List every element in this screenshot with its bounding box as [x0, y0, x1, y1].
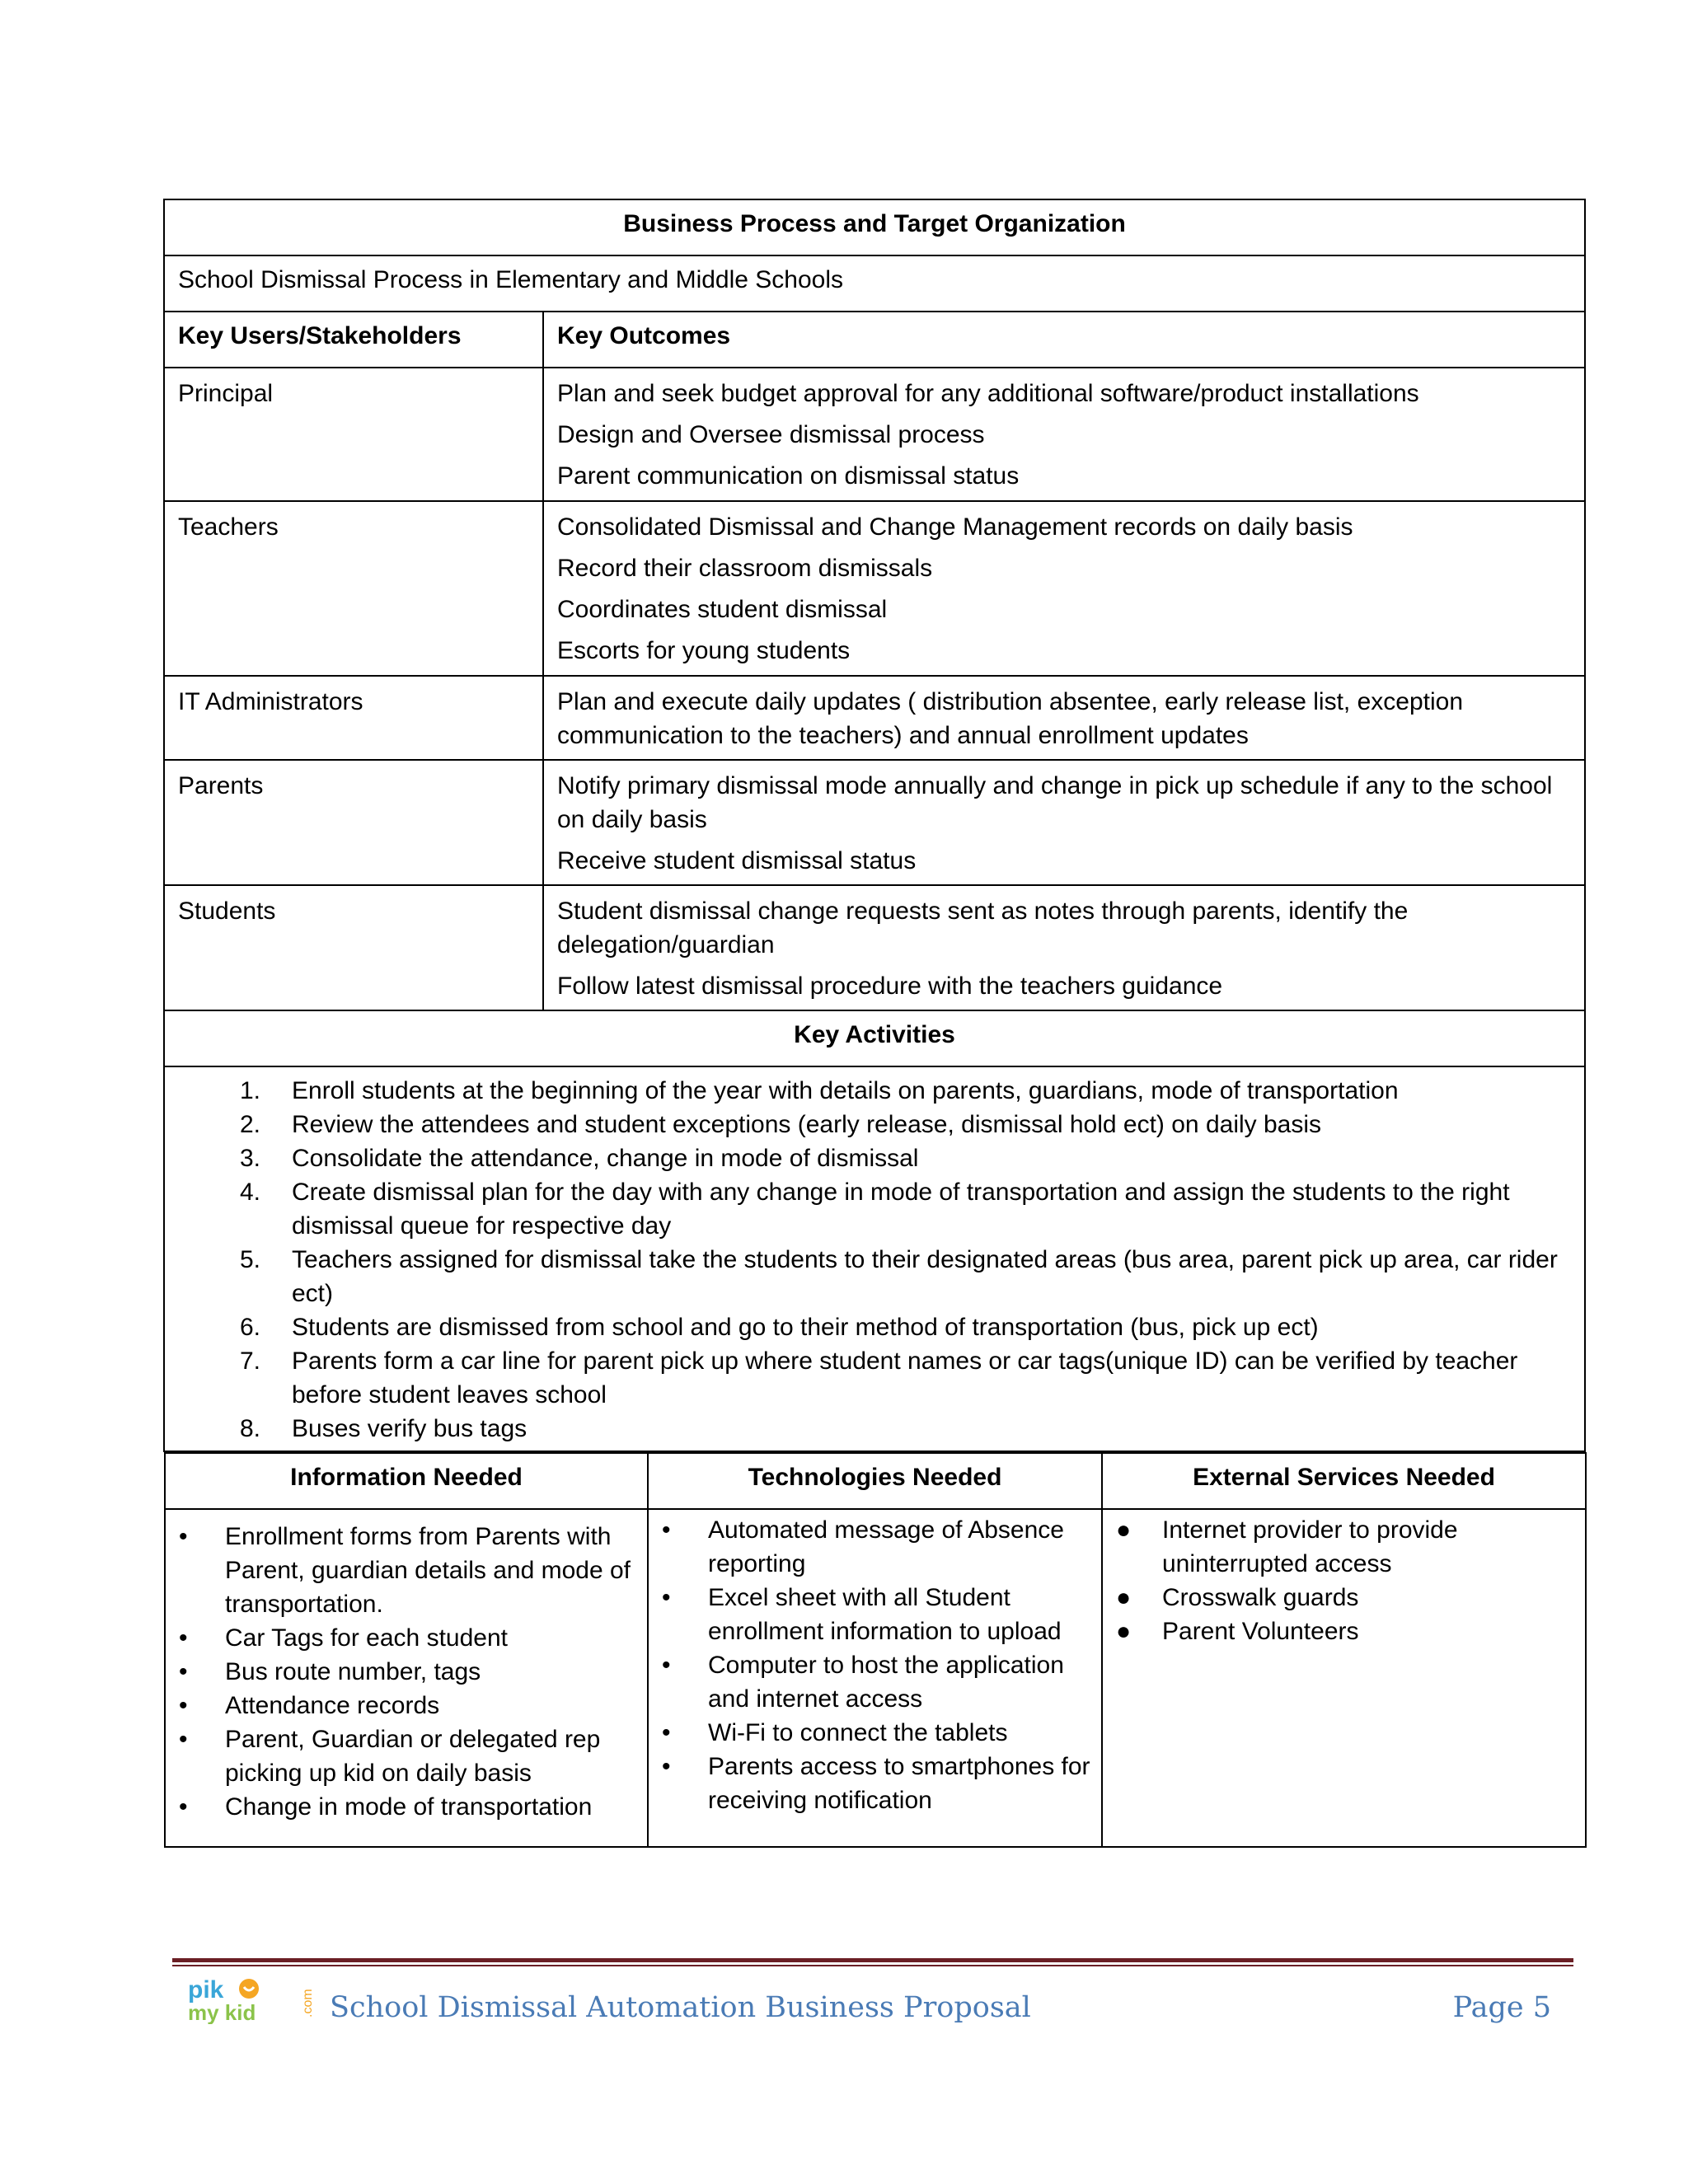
- external-services-list: [1111, 1510, 1577, 1648]
- outcome-item: Notify primary dismissal mode annually and change in pick up schedule if any to the school on daily basis: [557, 772, 1553, 833]
- list-item: • Change in mode of transportation: [179, 1793, 593, 1821]
- outcome-item: Coordinates student dismissal: [557, 596, 888, 623]
- column-header-outcomes: Key Outcomes: [543, 312, 1585, 368]
- stakeholder-cell: Students: [164, 885, 543, 1010]
- outcome-item: Design and Oversee dismissal process: [557, 421, 985, 448]
- outcome-item: Record their classroom dismissals: [557, 555, 933, 582]
- outcome-item: Receive student dismissal status: [557, 847, 917, 874]
- outcome-item: Escorts for young students: [557, 637, 851, 664]
- list-item: • Bus route number, tags: [179, 1658, 481, 1685]
- list-item: • Computer to host the application and internet access: [662, 1652, 1064, 1713]
- list-item: 5. Teachers assigned for dismissal take the students to their designated areas (bus area, parent pick up area, car rider ect): [239, 1246, 1558, 1307]
- table-row: [164, 885, 1585, 1010]
- list-item: • Car Tags for each student: [179, 1624, 508, 1652]
- outcomes-cell: [543, 676, 1585, 760]
- list-item: • Automated message of Absence reporting: [662, 1516, 1064, 1577]
- technologies-needed-cell: [648, 1509, 1102, 1847]
- outcome-item: Student dismissal change requests sent as notes through parents, identify the delegation/guardian: [557, 898, 1409, 958]
- list-item: ● Crosswalk guards: [1116, 1584, 1359, 1611]
- list-item: • Wi-Fi to connect the tablets: [662, 1719, 1008, 1746]
- list-item: • Attendance records: [179, 1692, 440, 1719]
- key-activities-list: [178, 1067, 1571, 1451]
- table-row: [164, 368, 1585, 501]
- footer-divider: [172, 1958, 1573, 1962]
- outcomes-cell: [543, 501, 1585, 676]
- svg-text:.com: .com: [301, 1989, 315, 2018]
- stakeholder-cell: Teachers: [164, 501, 543, 676]
- svg-text:pik: pik: [188, 1976, 224, 2004]
- outcome-item: Plan and execute daily updates ( distribution absentee, early release list, exception communication to the teachers) and annual enrollment updates: [557, 688, 1463, 749]
- technologies-list: [657, 1510, 1093, 1817]
- list-item: 3. Consolidate the attendance, change in mode of dismissal: [239, 1145, 919, 1172]
- list-item: ● Parent Volunteers: [1116, 1618, 1359, 1645]
- list-item: • Excel sheet with all Student enrollment information to upload: [662, 1584, 1062, 1645]
- list-item: • Enrollment forms from Parents with Parent, guardian details and mode of transportation.: [179, 1523, 631, 1618]
- table-subtitle: School Dismissal Process in Elementary and Middle Schools: [164, 255, 1585, 312]
- stakeholder-cell: Principal: [164, 368, 543, 501]
- list-item: 7. Parents form a car line for parent pick up where student names or car tags(unique ID) can be verified by teacher before student leaves school: [239, 1347, 1518, 1408]
- outcomes-cell: [543, 885, 1585, 1010]
- needs-table: [164, 1452, 1587, 1848]
- needs-section: [164, 1451, 1585, 1848]
- list-item: • Parents access to smartphones for receiving notification: [662, 1753, 1090, 1814]
- list-item: 1. Enroll students at the beginning of the year with details on parents, guardians, mode of transportation: [239, 1077, 1399, 1104]
- svg-text:my kid: my kid: [188, 2000, 256, 2024]
- key-activities-heading: Key Activities: [164, 1010, 1585, 1066]
- outcome-item: Follow latest dismissal procedure with the teachers guidance: [557, 972, 1223, 1000]
- table-row: [164, 760, 1585, 885]
- column-header-users: Key Users/Stakeholders: [164, 312, 543, 368]
- table-row: [164, 676, 1585, 760]
- key-activities-cell: [164, 1066, 1585, 1451]
- stakeholder-cell: IT Administrators: [164, 676, 543, 760]
- list-item: ● Internet provider to provide uninterrupted access: [1116, 1516, 1458, 1577]
- outcome-item: Parent communication on dismissal status: [557, 462, 1020, 490]
- outcomes-cell: [543, 368, 1585, 501]
- business-process-table: [163, 199, 1586, 1848]
- information-list: [174, 1516, 639, 1824]
- page-number: Page 5: [1452, 1991, 1551, 2024]
- table-row: [164, 501, 1585, 676]
- list-item: 2. Review the attendees and student exceptions (early release, dismissal hold ect) on daily basis: [239, 1111, 1322, 1138]
- pikmykid-logo: [186, 1975, 326, 2024]
- outcome-item: Consolidated Dismissal and Change Management records on daily basis: [557, 513, 1353, 541]
- outcome-item: Plan and seek budget approval for any additional software/product installations: [557, 380, 1419, 407]
- list-item: 8. Buses verify bus tags: [239, 1415, 528, 1442]
- footer-divider-thin: [172, 1965, 1573, 1966]
- information-needed-cell: [165, 1509, 648, 1847]
- external-services-heading: External Services Needed: [1102, 1453, 1586, 1509]
- stakeholder-cell: Parents: [164, 760, 543, 885]
- technologies-needed-heading: Technologies Needed: [648, 1453, 1102, 1509]
- list-item: • Parent, Guardian or delegated rep picking up kid on daily basis: [179, 1726, 601, 1787]
- external-services-cell: [1102, 1509, 1586, 1847]
- outcomes-cell: [543, 760, 1585, 885]
- footer-title: School Dismissal Automation Business Proposal: [330, 1991, 1031, 2024]
- list-item: 6. Students are dismissed from school and go to their method of transportation (bus, pick up ect): [239, 1314, 1319, 1341]
- table-title: Business Process and Target Organization: [164, 199, 1585, 255]
- information-needed-heading: Information Needed: [165, 1453, 648, 1509]
- list-item: 4. Create dismissal plan for the day with any change in mode of transportation and assign the students to the right dismissal queue for respective day: [239, 1179, 1510, 1240]
